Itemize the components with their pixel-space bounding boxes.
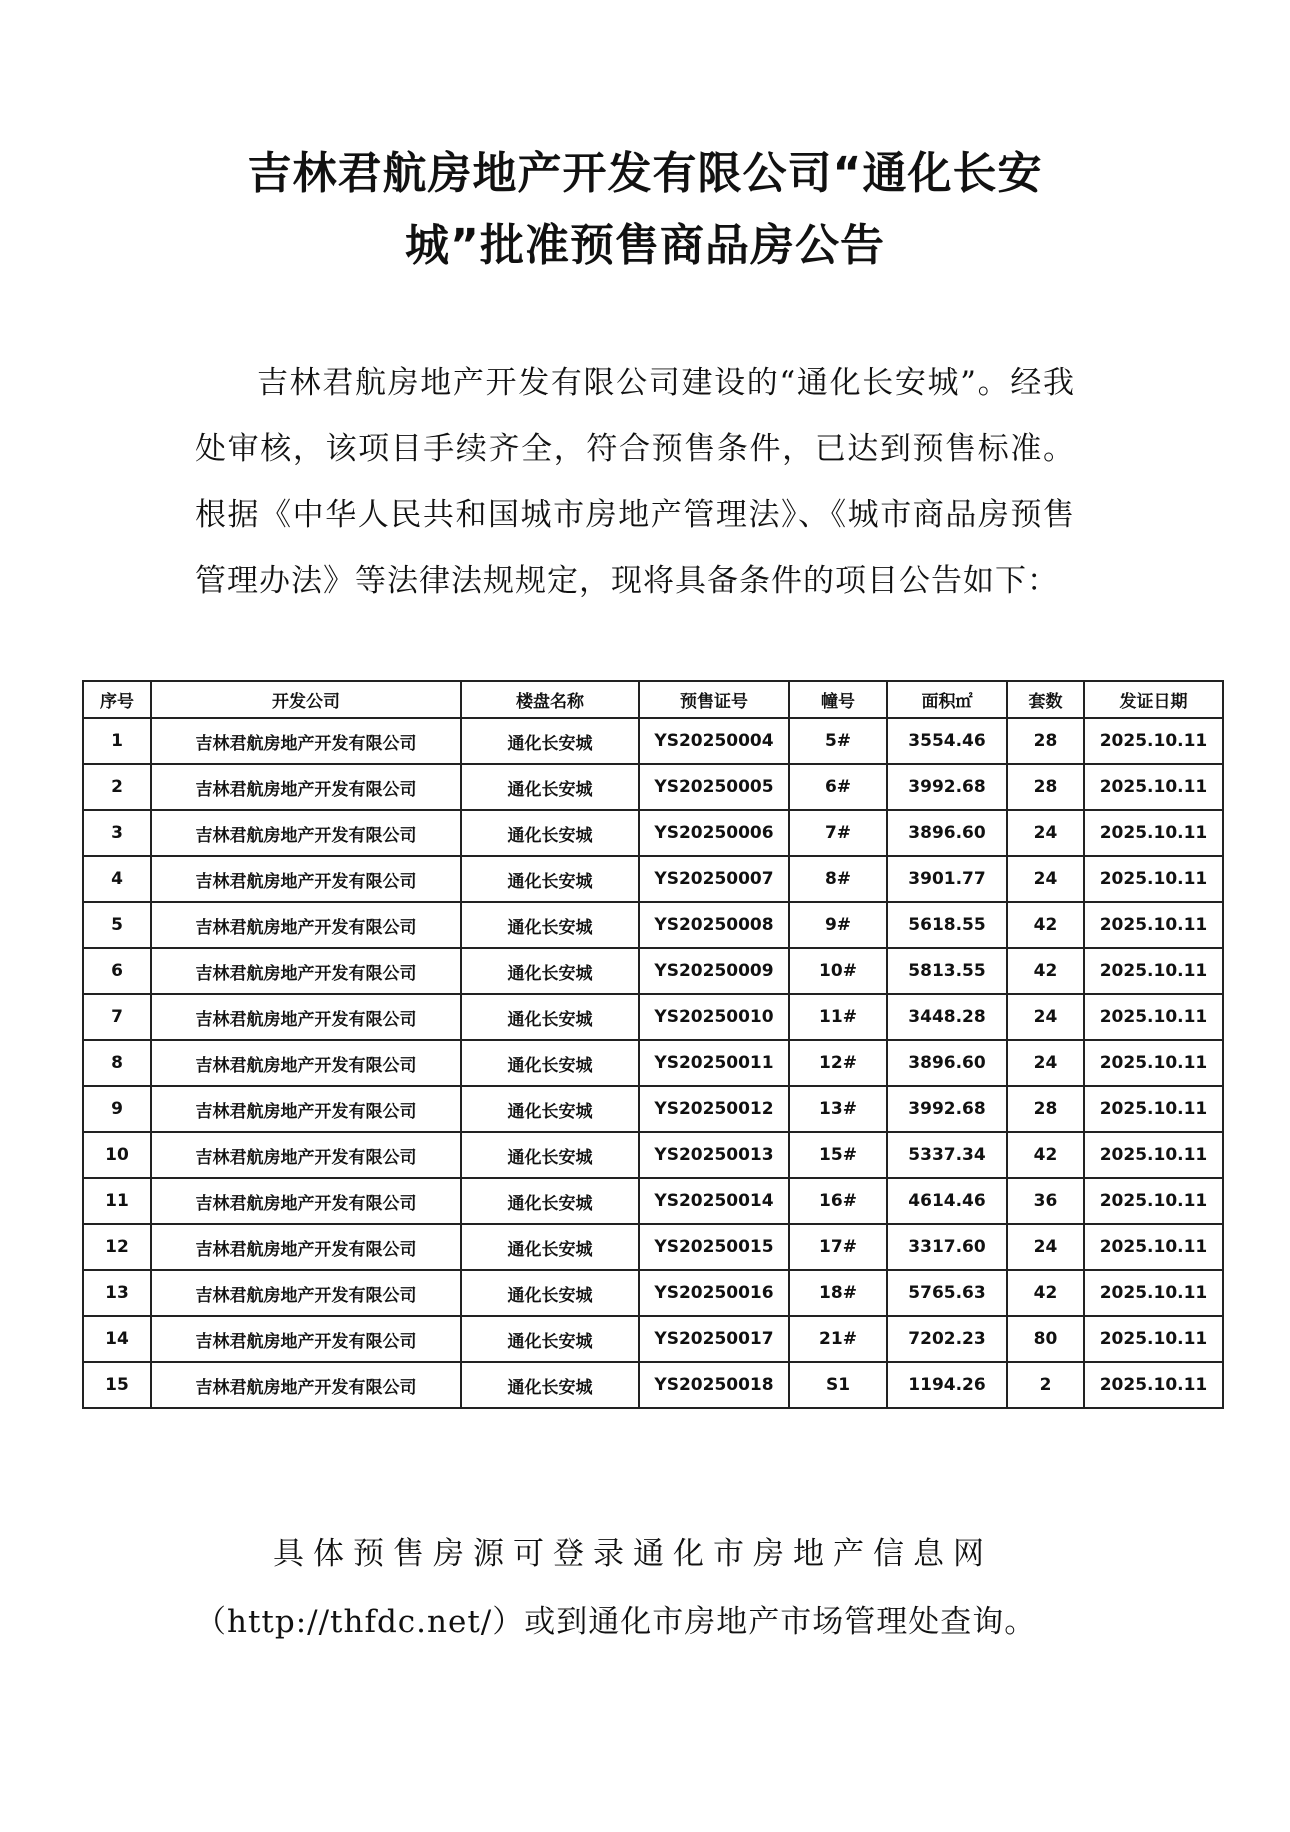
table-cell: 12 [83,1224,151,1270]
table-cell: 28 [1007,764,1084,810]
table-cell: 2025.10.11 [1084,718,1223,764]
presale-table [82,680,1224,1409]
table-cell: 通化长安城 [461,1178,639,1224]
table-cell: 2025.10.11 [1084,902,1223,948]
table-cell: 28 [1007,718,1084,764]
table-row [83,1132,1223,1178]
table-cell: 5# [789,718,887,764]
table-cell: 通化长安城 [461,1270,639,1316]
table-cell: 吉林君航房地产开发有限公司 [151,1086,461,1132]
title-line-2: 城”批准预售商品房公告 [405,220,885,271]
table-cell: 13# [789,1086,887,1132]
table-cell: 24 [1007,810,1084,856]
table-cell: 3992.68 [887,764,1007,810]
table-cell: 3448.28 [887,994,1007,1040]
table-cell: 吉林君航房地产开发有限公司 [151,1132,461,1178]
table-cell: 10# [789,948,887,994]
table-row [83,1178,1223,1224]
table-cell: 5 [83,902,151,948]
table-cell: YS20250008 [639,902,789,948]
header-cell: 发证日期 [1084,681,1223,718]
table-row [83,810,1223,856]
table-cell: 2025.10.11 [1084,1086,1223,1132]
table-cell: YS20250015 [639,1224,789,1270]
table-cell: 吉林君航房地产开发有限公司 [151,948,461,994]
table-cell: 24 [1007,1224,1084,1270]
table-cell: 13 [83,1270,151,1316]
table-row [83,1086,1223,1132]
table-cell: 通化长安城 [461,856,639,902]
table-cell: 42 [1007,948,1084,994]
table-cell: 24 [1007,1040,1084,1086]
table-cell: YS20250011 [639,1040,789,1086]
table-cell: 通化长安城 [461,948,639,994]
table-cell: S1 [789,1362,887,1408]
table-cell: 2025.10.11 [1084,1040,1223,1086]
table-cell: 42 [1007,902,1084,948]
table-cell: 3 [83,810,151,856]
page-title [0,138,1290,282]
table-cell: 5618.55 [887,902,1007,948]
table-cell: 通化长安城 [461,810,639,856]
table-row [83,1316,1223,1362]
table-cell: YS20250005 [639,764,789,810]
table-cell: 5337.34 [887,1132,1007,1178]
table-cell: 吉林君航房地产开发有限公司 [151,1040,461,1086]
table-cell: 2025.10.11 [1084,764,1223,810]
table-cell: 2025.10.11 [1084,1316,1223,1362]
table-cell: 3901.77 [887,856,1007,902]
table-cell: 4614.46 [887,1178,1007,1224]
table-cell: 28 [1007,1086,1084,1132]
table-row [83,764,1223,810]
table-cell: 3896.60 [887,1040,1007,1086]
table-cell: 2025.10.11 [1084,994,1223,1040]
title-line-1: 吉林君航房地产开发有限公司“通化长安 [247,148,1043,199]
table-cell: 2025.10.11 [1084,1362,1223,1408]
table-cell: 10 [83,1132,151,1178]
table-cell: 吉林君航房地产开发有限公司 [151,718,461,764]
table-cell: 17# [789,1224,887,1270]
table-cell: 42 [1007,1270,1084,1316]
footer-paragraph [195,1520,1075,1656]
table-cell: 通化长安城 [461,1362,639,1408]
table-cell: 2025.10.11 [1084,1270,1223,1316]
table-cell: 吉林君航房地产开发有限公司 [151,1224,461,1270]
table-cell: 1 [83,718,151,764]
table-cell: 12# [789,1040,887,1086]
table-cell: 吉林君航房地产开发有限公司 [151,1178,461,1224]
table-cell: 2025.10.11 [1084,1178,1223,1224]
table-cell: 吉林君航房地产开发有限公司 [151,1316,461,1362]
footer-line-1: 具体预售房源可登录通化市房地产信息网 [273,1536,993,1572]
table-cell: 7202.23 [887,1316,1007,1362]
table-cell: 3992.68 [887,1086,1007,1132]
table-cell: 通化长安城 [461,1040,639,1086]
table-cell: 2025.10.11 [1084,1132,1223,1178]
table-cell: 21# [789,1316,887,1362]
table-cell: YS20250010 [639,994,789,1040]
table-cell: 吉林君航房地产开发有限公司 [151,1270,461,1316]
table-cell: 24 [1007,856,1084,902]
table-cell: 14 [83,1316,151,1362]
table-body [83,718,1223,1408]
table-cell: 8 [83,1040,151,1086]
table-cell: YS20250009 [639,948,789,994]
table-cell: 7 [83,994,151,1040]
table-cell: 6 [83,948,151,994]
table-cell: 5765.63 [887,1270,1007,1316]
table-cell: 通化长安城 [461,764,639,810]
table-cell: 1194.26 [887,1362,1007,1408]
table-cell: 吉林君航房地产开发有限公司 [151,810,461,856]
table-cell: YS20250004 [639,718,789,764]
table-row [83,902,1223,948]
table-cell: 吉林君航房地产开发有限公司 [151,902,461,948]
header-cell: 序号 [83,681,151,718]
table-cell: YS20250014 [639,1178,789,1224]
table-cell: 吉林君航房地产开发有限公司 [151,856,461,902]
table-cell: 吉林君航房地产开发有限公司 [151,764,461,810]
table-cell: 18# [789,1270,887,1316]
table-cell: YS20250007 [639,856,789,902]
table-cell: 24 [1007,994,1084,1040]
table-cell: 2025.10.11 [1084,810,1223,856]
table-cell: 2025.10.11 [1084,856,1223,902]
table-cell: 9# [789,902,887,948]
table-cell: 通化长安城 [461,718,639,764]
header-cell: 预售证号 [639,681,789,718]
table-cell: YS20250017 [639,1316,789,1362]
table-cell: 36 [1007,1178,1084,1224]
table-cell: 2025.10.11 [1084,948,1223,994]
footer-line-2: （http://thfdc.net/）或到通化市房地产市场管理处查询。 [195,1604,1037,1640]
intro-paragraph: 吉林君航房地产开发有限公司建设的“通化长安城”。经我处审核，该项目手续齐全，符合预售条件，已达到预售标准。根据《中华人民共和国城市房地产管理法》、《城市商品房预售管理办法》等法律法规规定，现将具备条件的项目公告如下： [195,365,1075,599]
table-cell: 15# [789,1132,887,1178]
table-row [83,994,1223,1040]
table-row [83,1040,1223,1086]
table-cell: YS20250016 [639,1270,789,1316]
table-row [83,948,1223,994]
header-cell: 开发公司 [151,681,461,718]
table-cell: 通化长安城 [461,994,639,1040]
header-cell: 楼盘名称 [461,681,639,718]
table-row [83,856,1223,902]
table-cell: 15 [83,1362,151,1408]
table-cell: 7# [789,810,887,856]
table-cell: 80 [1007,1316,1084,1362]
table-cell: 2025.10.11 [1084,1224,1223,1270]
table-cell: 5813.55 [887,948,1007,994]
table-cell: 9 [83,1086,151,1132]
table-header-row [83,681,1223,718]
table-cell: 2 [83,764,151,810]
table-cell: YS20250006 [639,810,789,856]
table-cell: 通化长安城 [461,1316,639,1362]
table-cell: 16# [789,1178,887,1224]
header-cell: 套数 [1007,681,1084,718]
table-cell: 通化长安城 [461,1224,639,1270]
table-cell: 8# [789,856,887,902]
header-cell: 幢号 [789,681,887,718]
table-cell: 吉林君航房地产开发有限公司 [151,1362,461,1408]
table-cell: YS20250013 [639,1132,789,1178]
table-cell: 通化长安城 [461,1086,639,1132]
table-cell: 吉林君航房地产开发有限公司 [151,994,461,1040]
table-cell: 通化长安城 [461,1132,639,1178]
table-cell: 42 [1007,1132,1084,1178]
table-cell: 通化长安城 [461,902,639,948]
table-row [83,1362,1223,1408]
table-cell: 11 [83,1178,151,1224]
table-cell: YS20250018 [639,1362,789,1408]
table-cell: YS20250012 [639,1086,789,1132]
table-cell: 3896.60 [887,810,1007,856]
table-cell: 2 [1007,1362,1084,1408]
table-cell: 4 [83,856,151,902]
table-cell: 3554.46 [887,718,1007,764]
table-row [83,1224,1223,1270]
table-cell: 3317.60 [887,1224,1007,1270]
table-row [83,718,1223,764]
header-cell: 面积㎡ [887,681,1007,718]
table-row [83,1270,1223,1316]
table-cell: 6# [789,764,887,810]
table-cell: 11# [789,994,887,1040]
